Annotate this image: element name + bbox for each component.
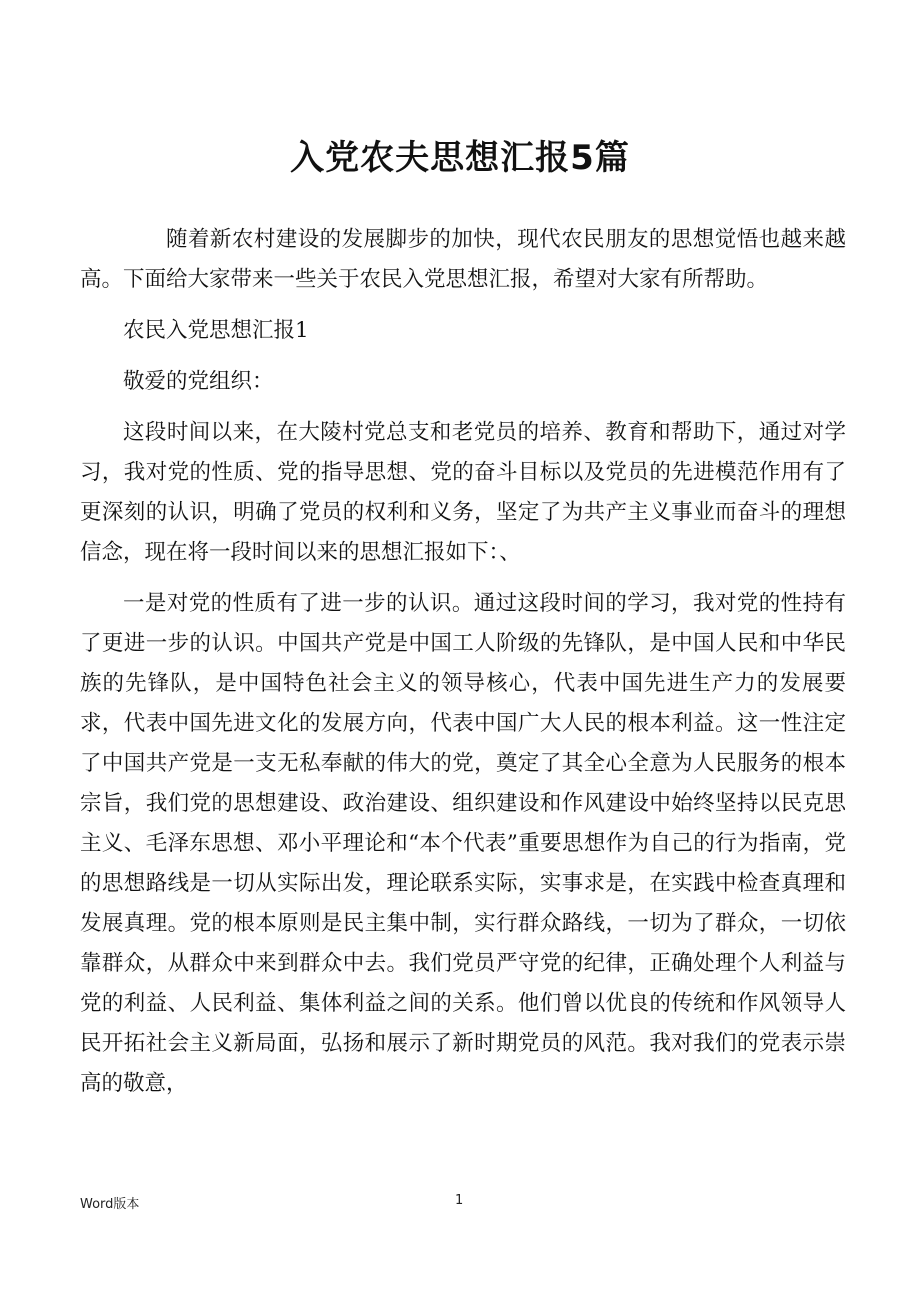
body-paragraph: 一是对党的性质有了进一步的认识。通过这段时间的学习，我对党的性持有了更进一步的认识。中国共产党是中国工人阶级的先锋队，是中国人民和中华民族的先锋队，是中国特色社会主义的领导核心，代表中国先进生产力的发展要求，代表中国先进文化的发展方向，代表中国广大人民的根本利益。这一性注定了中国共产党是一支无私奉献的伟大的党，奠定了其全心全意为人民服务的根本宗旨，我们党的思想建设、政治建设、组织建设和作风建设中始终坚持以民克思主义、毛泽东思想、邓小平理论和“本个代表”重要思想作为自己的行为指南，党的思想路线是一切从实际出发，理论联系实际，实事求是，在实践中检查真理和发展真理。党的根本原则是民主集中制，实行群众路线，一切为了群众，一切依靠群众，从群众中来到群众中去。我们党员严守党的纪律，正确处理个人利益与党的利益、人民利益、集体利益之间的关系。他们曾以优良的传统和作风领导人民开拓社会主义新局面，弘扬和展示了新时期党员的风范。我对我们的党表示崇高的敬意， xyxy=(80,591,846,1096)
footer-label: Word版本 xyxy=(80,1197,140,1212)
salutation: 敬爱的党组织： xyxy=(123,369,274,394)
document-body xyxy=(80,220,846,1115)
body-paragraph: 这段时间以来，在大陵村党总支和老党员的培养、教育和帮助下，通过对学习，我对党的性质、党的指导思想、党的奋斗目标以及党员的先进模范作用有了更深刻的认识，明确了党员的权利和义务，坚定了为共产主义事业而奋斗的理想信念，现在将一段时间以来的思想汇报如下：、 xyxy=(80,420,846,565)
intro-paragraph: 随着新农村建设的发展脚步的加快，现代农民朋友的思想觉悟也越来越高。下面给大家带来一些关于农民入党思想汇报，希望对大家有所帮助。 xyxy=(80,227,846,292)
document-title: 入党农夫思想汇报5篇 xyxy=(290,138,630,178)
page-number: 1 xyxy=(455,1193,464,1208)
section-heading: 农民入党思想汇报1 xyxy=(123,318,309,343)
